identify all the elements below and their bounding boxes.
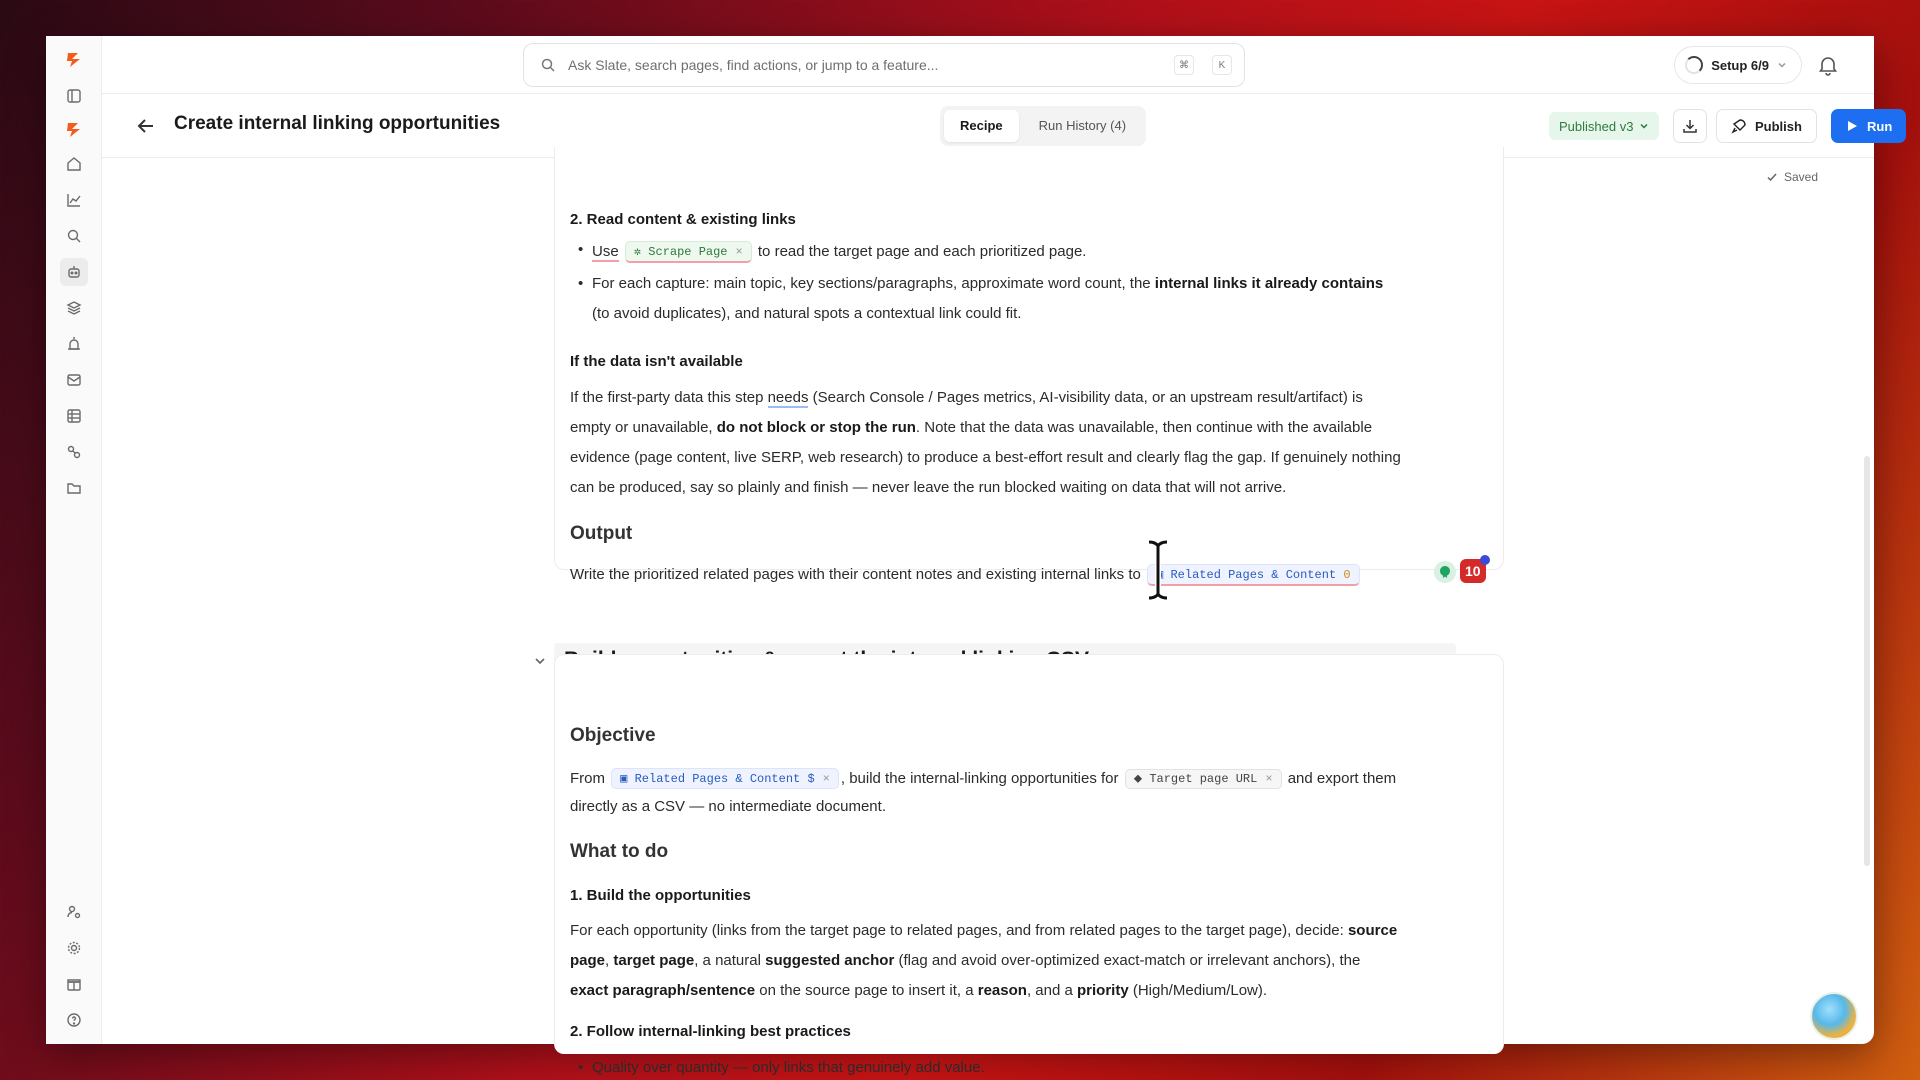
kbd-cmd: ⌘: [1174, 55, 1194, 75]
objective-heading: Objective: [570, 725, 656, 746]
version-label: Published v3: [1559, 118, 1634, 134]
export-text: and export them: [1287, 770, 1397, 787]
version-dropdown[interactable]: [1549, 112, 1659, 140]
p2-text: empty or unavailable,: [570, 419, 717, 436]
best-practices-heading: 2. Follow internal-linking best practices: [570, 1023, 851, 1040]
search-placeholder[interactable]: Ask Slate, search pages, find actions, or jump to a feature...: [568, 57, 939, 73]
alerts-icon[interactable]: [60, 330, 88, 358]
chip-label: Related Pages & Content: [1170, 568, 1337, 582]
remove-chip-icon[interactable]: ×: [822, 772, 830, 786]
avatar[interactable]: [1810, 992, 1858, 1040]
b1-bold: source: [1347, 922, 1398, 939]
paragraph-line: evidence (page content, live SERP, web research) to produce a best-effort result and clearly flag the gap. If genuinely nothing: [570, 449, 1401, 466]
text-cursor-icon: [1143, 540, 1173, 600]
target-url-chip[interactable]: ⬥ Target page URL ×: [1125, 769, 1282, 789]
recipe-editor[interactable]: [102, 159, 1874, 1076]
list-item: [592, 241, 1086, 263]
b2-text: , a natural: [694, 952, 766, 969]
download-button[interactable]: [1673, 109, 1707, 143]
related-pages-chip[interactable]: ▣ Related Pages & Content $ ×: [611, 768, 839, 789]
tab-run-history[interactable]: Run History (4): [1038, 118, 1127, 133]
paragraph-line: [570, 389, 1363, 406]
p1-text: If the first-party data this step: [570, 389, 768, 406]
b3-text-rest: (High/Medium/Low).: [1128, 982, 1268, 999]
chevron-down-icon: [1639, 121, 1649, 131]
grammar-extension-icon[interactable]: [1434, 561, 1456, 583]
back-arrow-icon[interactable]: [134, 114, 158, 138]
view-tabs: [940, 106, 1146, 146]
analytics-icon[interactable]: [60, 186, 88, 214]
collapse-chevron-icon[interactable]: [532, 653, 548, 669]
chip-count: $: [807, 772, 815, 786]
paragraph-line: [570, 922, 1397, 939]
run-label: Run: [1867, 118, 1893, 134]
app-window: [46, 36, 1893, 1076]
p2-bold: do not block or stop the run: [716, 419, 916, 436]
page-title: Create internal linking opportunities: [174, 113, 501, 134]
gear-icon[interactable]: [60, 934, 88, 962]
b2-bold: target page: [613, 952, 695, 969]
b2-text-rest: (flag and avoid over-optimized exact-match or irrelevant anchors), the: [894, 952, 1361, 969]
home-icon[interactable]: [60, 150, 88, 178]
command-search[interactable]: [523, 43, 1245, 87]
logo-icon[interactable]: [60, 46, 88, 74]
build-text: , build the internal-linking opportunities for: [840, 770, 1119, 787]
b1-text: For each opportunity (links from the target page to related pages, and from related pages to the target page), decide:: [570, 922, 1348, 939]
left-rail: [46, 36, 102, 1044]
output-heading: Output: [570, 523, 633, 544]
rocket-icon: [1731, 118, 1747, 134]
capture-continued: (to avoid duplicates), and natural spots a contextual link could fit.: [592, 305, 1022, 322]
download-icon: [1682, 118, 1698, 134]
paragraph-line: [570, 419, 1372, 436]
output-line: [570, 564, 1362, 586]
notification-dot: [1480, 555, 1490, 565]
workspace-logo-icon[interactable]: [60, 116, 88, 144]
saved-label: Saved: [1784, 170, 1819, 184]
paragraph-line: [570, 952, 1360, 969]
progress-spinner-icon: [1685, 56, 1703, 74]
sidebar-toggle-icon[interactable]: [60, 82, 88, 110]
play-icon: [1845, 119, 1859, 133]
help-icon[interactable]: [60, 1006, 88, 1034]
scrape-page-chip[interactable]: ✲ Scrape Page ×: [625, 241, 752, 263]
chip-count: 0: [1343, 568, 1351, 582]
agents-icon[interactable]: [60, 258, 88, 286]
output-text: Write the prioritized related pages with their content notes and existing internal links to: [570, 566, 1141, 583]
b3-bold: priority: [1076, 982, 1129, 999]
paragraph-line: can be produced, say so plainly and finish — never leave the run blocked waiting on data that will not arrive.: [570, 479, 1287, 496]
data-unavailable-heading: If the data isn't available: [570, 353, 743, 370]
objective-line: [570, 768, 1396, 789]
b3-text: , and a: [1026, 982, 1077, 999]
objective-line-2: directly as a CSV — no intermediate document.: [570, 798, 886, 815]
list-item: [592, 275, 1383, 292]
chip-label: Scrape Page: [648, 245, 728, 259]
use-rest-text: to read the target page and each prioritized page.: [757, 243, 1087, 260]
needs-word: needs: [767, 389, 809, 406]
run-button[interactable]: [1831, 109, 1906, 143]
kbd-k: K: [1212, 55, 1232, 75]
build-opportunities-heading: 1. Build the opportunities: [570, 887, 751, 904]
list-item: • Quality over quantity — only links that genuinely add value.: [592, 1059, 985, 1076]
remove-chip-icon[interactable]: ×: [1265, 772, 1273, 786]
publish-button[interactable]: [1716, 109, 1817, 143]
b2-sep: ,: [605, 952, 614, 969]
integrations-icon[interactable]: [60, 438, 88, 466]
layers-icon[interactable]: [60, 294, 88, 322]
bell-icon[interactable]: [1816, 53, 1840, 77]
publish-label: Publish: [1755, 118, 1802, 134]
issues-badge[interactable]: 10: [1460, 559, 1486, 583]
paragraph-line: [570, 982, 1267, 999]
tab-recipe[interactable]: Recipe: [944, 110, 1019, 142]
b2-bold: page: [570, 952, 606, 969]
p1-text-rest: (Search Console / Pages metrics, AI-visibility data, or an upstream result/artifact) is: [808, 389, 1363, 406]
what-to-do-heading: What to do: [570, 841, 669, 862]
user-settings-icon[interactable]: [60, 898, 88, 926]
capture-text: For each capture: main topic, key sections/paragraphs, approximate word count, the: [592, 275, 1155, 292]
top-bar: [102, 36, 1874, 94]
read-content-heading: 2. Read content & existing links: [570, 211, 796, 228]
table-icon[interactable]: [60, 402, 88, 430]
capture-bold: internal links it already contains: [1154, 275, 1384, 292]
search-icon: [540, 57, 556, 73]
mail-icon[interactable]: [60, 366, 88, 394]
chip-label: Related Pages & Content: [634, 772, 801, 786]
remove-chip-icon[interactable]: ×: [735, 245, 743, 259]
chip-label: Target page URL: [1149, 772, 1258, 786]
b3-text: on the source page to insert it, a: [755, 982, 978, 999]
b3-bold: reason: [977, 982, 1027, 999]
folder-icon[interactable]: [60, 474, 88, 502]
b3-bold: exact paragraph/sentence: [570, 982, 756, 999]
use-word: Use: [592, 243, 619, 260]
from-text: From: [570, 770, 605, 787]
gift-icon[interactable]: [60, 970, 88, 998]
p2-text-rest: . Note that the data was unavailable, then continue with the available: [915, 419, 1373, 436]
search-icon[interactable]: [60, 222, 88, 250]
b2-bold: suggested anchor: [765, 952, 895, 969]
setup-progress-button[interactable]: [1674, 46, 1802, 84]
scrollbar[interactable]: [1864, 456, 1870, 866]
chevron-down-icon: [1777, 60, 1787, 70]
related-pages-chip[interactable]: ▣ Related Pages & Content 0: [1147, 564, 1359, 586]
setup-label: Setup 6/9: [1711, 57, 1769, 73]
